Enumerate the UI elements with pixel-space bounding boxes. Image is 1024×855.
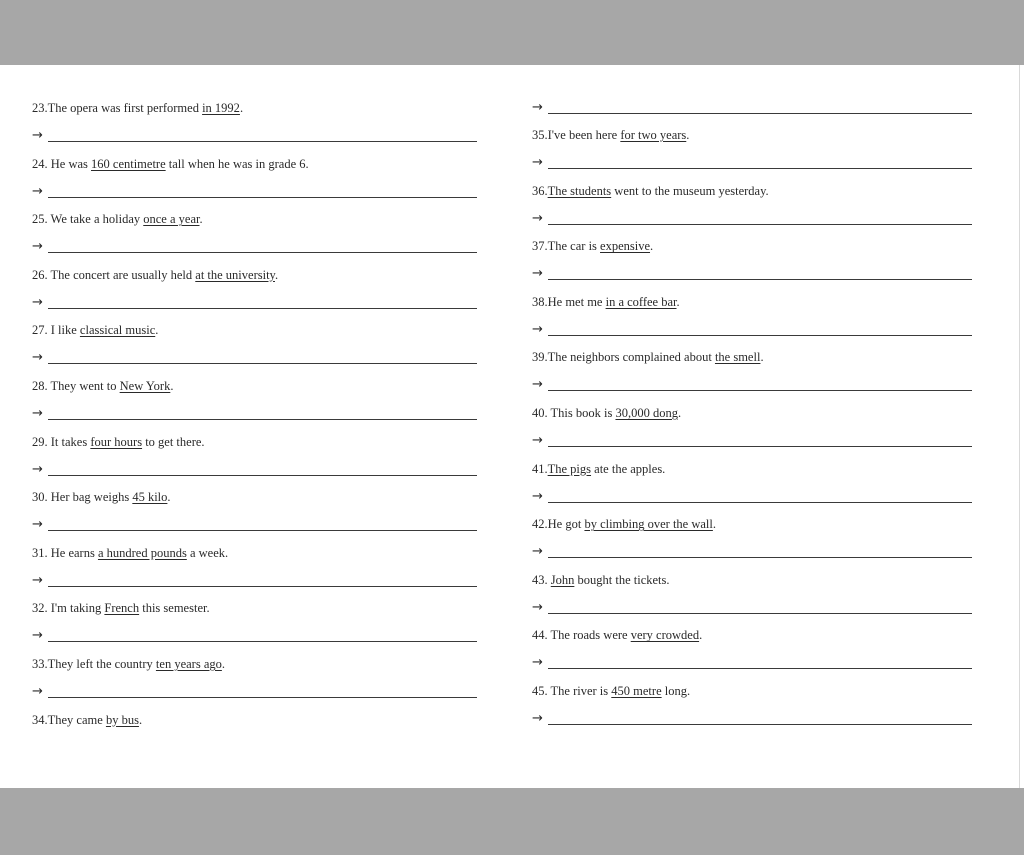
answer-line[interactable]	[32, 626, 477, 646]
arrow-icon: →	[32, 183, 43, 199]
exercise-sentence	[532, 514, 972, 534]
underlined-phrase: French	[104, 601, 140, 616]
arrow-icon: →	[32, 517, 43, 533]
exercise-sentence	[32, 432, 477, 452]
sentence-end: .	[686, 128, 690, 142]
answer-blank[interactable]	[548, 224, 972, 225]
answer-line[interactable]	[32, 404, 477, 424]
exercise-sentence	[532, 236, 972, 256]
answer-blank[interactable]	[548, 279, 972, 280]
question-number: 37.	[532, 239, 548, 254]
answer-line[interactable]	[532, 709, 972, 729]
answer-blank[interactable]	[48, 252, 477, 253]
arrow-icon: →	[32, 350, 43, 366]
question-number: 40.	[532, 406, 551, 420]
sentence-text: The river is	[550, 684, 612, 698]
sentence-text: They came	[47, 712, 106, 727]
answer-blank[interactable]	[548, 113, 972, 114]
arrow-icon: →	[532, 100, 543, 115]
exercise-sentence	[32, 654, 477, 674]
sentence-end: .	[760, 350, 764, 365]
answer-line[interactable]	[32, 348, 477, 368]
question-number: 26.	[32, 267, 51, 282]
sentence-text: The neighbors complained about	[547, 350, 715, 365]
answer-blank[interactable]	[48, 475, 477, 476]
sentence-text: He got	[547, 517, 585, 532]
question-number: 36.	[532, 183, 548, 198]
question-number: 29.	[32, 434, 51, 449]
arrow-icon: →	[532, 155, 543, 170]
sentence-text: I'm taking	[50, 601, 105, 616]
sentence-text: The roads were	[550, 628, 631, 643]
arrow-icon: →	[32, 461, 43, 477]
exercise-sentence	[532, 125, 972, 145]
answer-blank[interactable]	[548, 724, 972, 725]
exercise-sentence	[32, 265, 477, 285]
page-edge	[1019, 65, 1024, 788]
exercise-sentence	[532, 292, 972, 312]
question-number: 42.	[532, 517, 548, 532]
question-number: 32.	[32, 601, 51, 616]
arrow-icon: →	[32, 239, 43, 255]
underlined-phrase: The students	[547, 183, 612, 198]
underlined-phrase: once a year	[143, 212, 200, 227]
answer-line[interactable]	[532, 264, 972, 284]
question-number: 44.	[532, 628, 551, 643]
underlined-phrase: John	[550, 572, 575, 587]
arrow-icon: →	[532, 266, 543, 282]
arrow-icon: →	[532, 377, 543, 393]
answer-line[interactable]	[32, 682, 477, 702]
exercise-sentence	[32, 209, 477, 229]
question-number: 24.	[32, 156, 51, 171]
sentence-end: .	[699, 628, 703, 643]
answer-blank[interactable]	[548, 390, 972, 391]
sentence-end: this semester.	[139, 601, 210, 616]
arrow-icon: →	[532, 488, 543, 504]
arrow-icon: →	[32, 128, 43, 143]
sentence-end: .	[167, 490, 171, 505]
sentence-end: .	[275, 267, 279, 282]
arrow-icon: →	[532, 711, 543, 726]
answer-line[interactable]	[532, 375, 972, 395]
sentence-end: bought the tickets.	[574, 572, 670, 587]
exercise-sentence	[32, 320, 477, 340]
sentence-text: This book is	[550, 406, 616, 420]
arrow-icon: →	[532, 544, 543, 560]
answer-line[interactable]	[532, 209, 972, 229]
underlined-phrase: by bus	[105, 712, 139, 727]
underlined-phrase: by climbing over the wall	[584, 517, 713, 532]
arrow-icon: →	[532, 599, 543, 615]
sentence-text: The opera was first performed	[47, 101, 203, 115]
answer-line[interactable]	[532, 542, 972, 562]
sentence-end: a week.	[186, 545, 229, 560]
underlined-phrase: four hours	[90, 434, 143, 449]
sentence-text: I like	[50, 323, 80, 338]
exercise-sentence	[32, 543, 477, 563]
answer-blank[interactable]	[548, 613, 972, 614]
sentence-end: .	[712, 517, 717, 532]
sentence-text: They left the country	[47, 657, 156, 671]
sentence-text: The concert are usually held	[50, 267, 196, 282]
question-number: 33.	[32, 657, 48, 671]
sentence-text: They went to	[50, 379, 120, 393]
exercise-sentence	[32, 154, 477, 174]
answer-blank[interactable]	[48, 641, 477, 642]
question-number: 43.	[532, 572, 551, 587]
sentence-end: went to the museum yesterday.	[611, 183, 769, 198]
arrow-icon: →	[32, 294, 43, 310]
exercise-sentence	[532, 347, 972, 367]
underlined-phrase: for two years	[620, 128, 687, 142]
sentence-end: to get there.	[142, 434, 205, 449]
exercise-sentence	[32, 98, 477, 118]
sentence-end: long.	[661, 684, 691, 698]
exercise-sentence	[32, 487, 477, 507]
question-number: 45.	[532, 684, 551, 698]
answer-blank[interactable]	[548, 557, 972, 558]
answer-blank[interactable]	[548, 168, 972, 169]
question-number: 39.	[532, 350, 548, 365]
underlined-phrase: 450 metre	[611, 684, 662, 698]
arrow-icon: →	[532, 433, 543, 448]
question-number: 38.	[532, 294, 548, 309]
answer-blank[interactable]	[548, 668, 972, 669]
answer-line[interactable]	[32, 126, 477, 146]
answer-blank[interactable]	[548, 502, 972, 503]
worksheet-page	[0, 65, 1019, 788]
exercise-sentence	[532, 570, 972, 590]
arrow-icon: →	[532, 321, 543, 337]
answer-line[interactable]	[32, 237, 477, 257]
answer-line[interactable]	[532, 320, 972, 340]
question-number: 31.	[32, 545, 51, 560]
exercise-sentence	[32, 376, 477, 396]
underlined-phrase: The pigs	[547, 461, 592, 476]
sentence-text: Her bag weighs	[50, 490, 133, 505]
sentence-end: .	[676, 294, 680, 309]
arrow-icon: →	[32, 684, 43, 699]
sentence-end: .	[170, 379, 174, 393]
answer-line[interactable]	[32, 293, 477, 313]
underlined-phrase: New York	[119, 379, 171, 393]
arrow-icon: →	[32, 572, 43, 588]
question-number: 25.	[32, 212, 51, 227]
sentence-text: We take a holiday	[50, 212, 144, 227]
answer-blank[interactable]	[48, 308, 477, 309]
question-number: 23.	[32, 101, 48, 115]
answer-line[interactable]	[532, 98, 972, 118]
answer-line[interactable]	[532, 598, 972, 618]
exercise-sentence	[532, 403, 972, 423]
arrow-icon: →	[532, 655, 543, 671]
sentence-text: He was	[50, 156, 92, 171]
underlined-phrase: in 1992	[202, 101, 240, 115]
sentence-end: tall when he was in grade 6.	[165, 156, 309, 171]
answer-line[interactable]	[532, 487, 972, 507]
underlined-phrase: at the university	[195, 267, 275, 282]
question-number: 28.	[32, 379, 51, 393]
sentence-end: .	[650, 239, 654, 254]
answer-blank[interactable]	[48, 530, 477, 531]
underlined-phrase: 30,000 dong	[615, 406, 678, 420]
answer-blank[interactable]	[548, 446, 972, 447]
sentence-end: .	[199, 212, 203, 227]
sentence-end: .	[138, 712, 143, 727]
question-number: 41.	[532, 461, 548, 476]
question-number: 35.	[532, 128, 548, 142]
exercise-sentence	[32, 710, 477, 730]
underlined-phrase: ten years ago	[155, 657, 222, 671]
arrow-icon: →	[32, 406, 43, 421]
underlined-phrase: expensive	[600, 239, 651, 254]
answer-line[interactable]	[32, 571, 477, 591]
answer-blank[interactable]	[48, 141, 477, 142]
underlined-phrase: the smell	[714, 350, 761, 365]
answer-blank[interactable]	[48, 586, 477, 587]
question-number: 30.	[32, 490, 51, 505]
underlined-phrase: a hundred pounds	[97, 545, 187, 560]
sentence-text: It takes	[50, 434, 91, 449]
underlined-phrase: very crowded	[630, 628, 700, 643]
sentence-text: He met me	[547, 294, 606, 309]
exercise-sentence	[532, 459, 972, 479]
answer-blank[interactable]	[48, 363, 477, 364]
exercise-sentence	[532, 625, 972, 645]
sentence-text: I've been here	[547, 128, 621, 142]
underlined-phrase: 160 centimetre	[91, 156, 166, 171]
sentence-end: .	[239, 101, 244, 115]
question-number: 34.	[32, 712, 48, 727]
answer-blank[interactable]	[48, 697, 477, 698]
answer-blank[interactable]	[548, 335, 972, 336]
answer-line[interactable]	[32, 460, 477, 480]
answer-blank[interactable]	[48, 419, 477, 420]
sentence-text: The car is	[547, 239, 601, 254]
sentence-end: .	[155, 323, 159, 338]
answer-line[interactable]	[532, 431, 972, 451]
sentence-end: ate the apples.	[591, 461, 666, 476]
arrow-icon: →	[532, 210, 543, 226]
question-number: 27.	[32, 323, 51, 338]
exercise-sentence	[532, 181, 972, 201]
underlined-phrase: in a coffee bar	[605, 294, 677, 309]
exercise-sentence	[532, 681, 972, 701]
sentence-end: .	[221, 657, 225, 671]
underlined-phrase: 45 kilo	[132, 490, 168, 505]
sentence-end: .	[677, 406, 682, 420]
answer-line[interactable]	[32, 515, 477, 535]
exercise-sentence	[32, 598, 477, 618]
underlined-phrase: classical music	[79, 323, 156, 338]
answer-line[interactable]	[32, 182, 477, 202]
arrow-icon: →	[32, 628, 43, 644]
answer-blank[interactable]	[48, 197, 477, 198]
sentence-text: He earns	[50, 545, 98, 560]
answer-line[interactable]	[532, 153, 972, 173]
answer-line[interactable]	[532, 653, 972, 673]
